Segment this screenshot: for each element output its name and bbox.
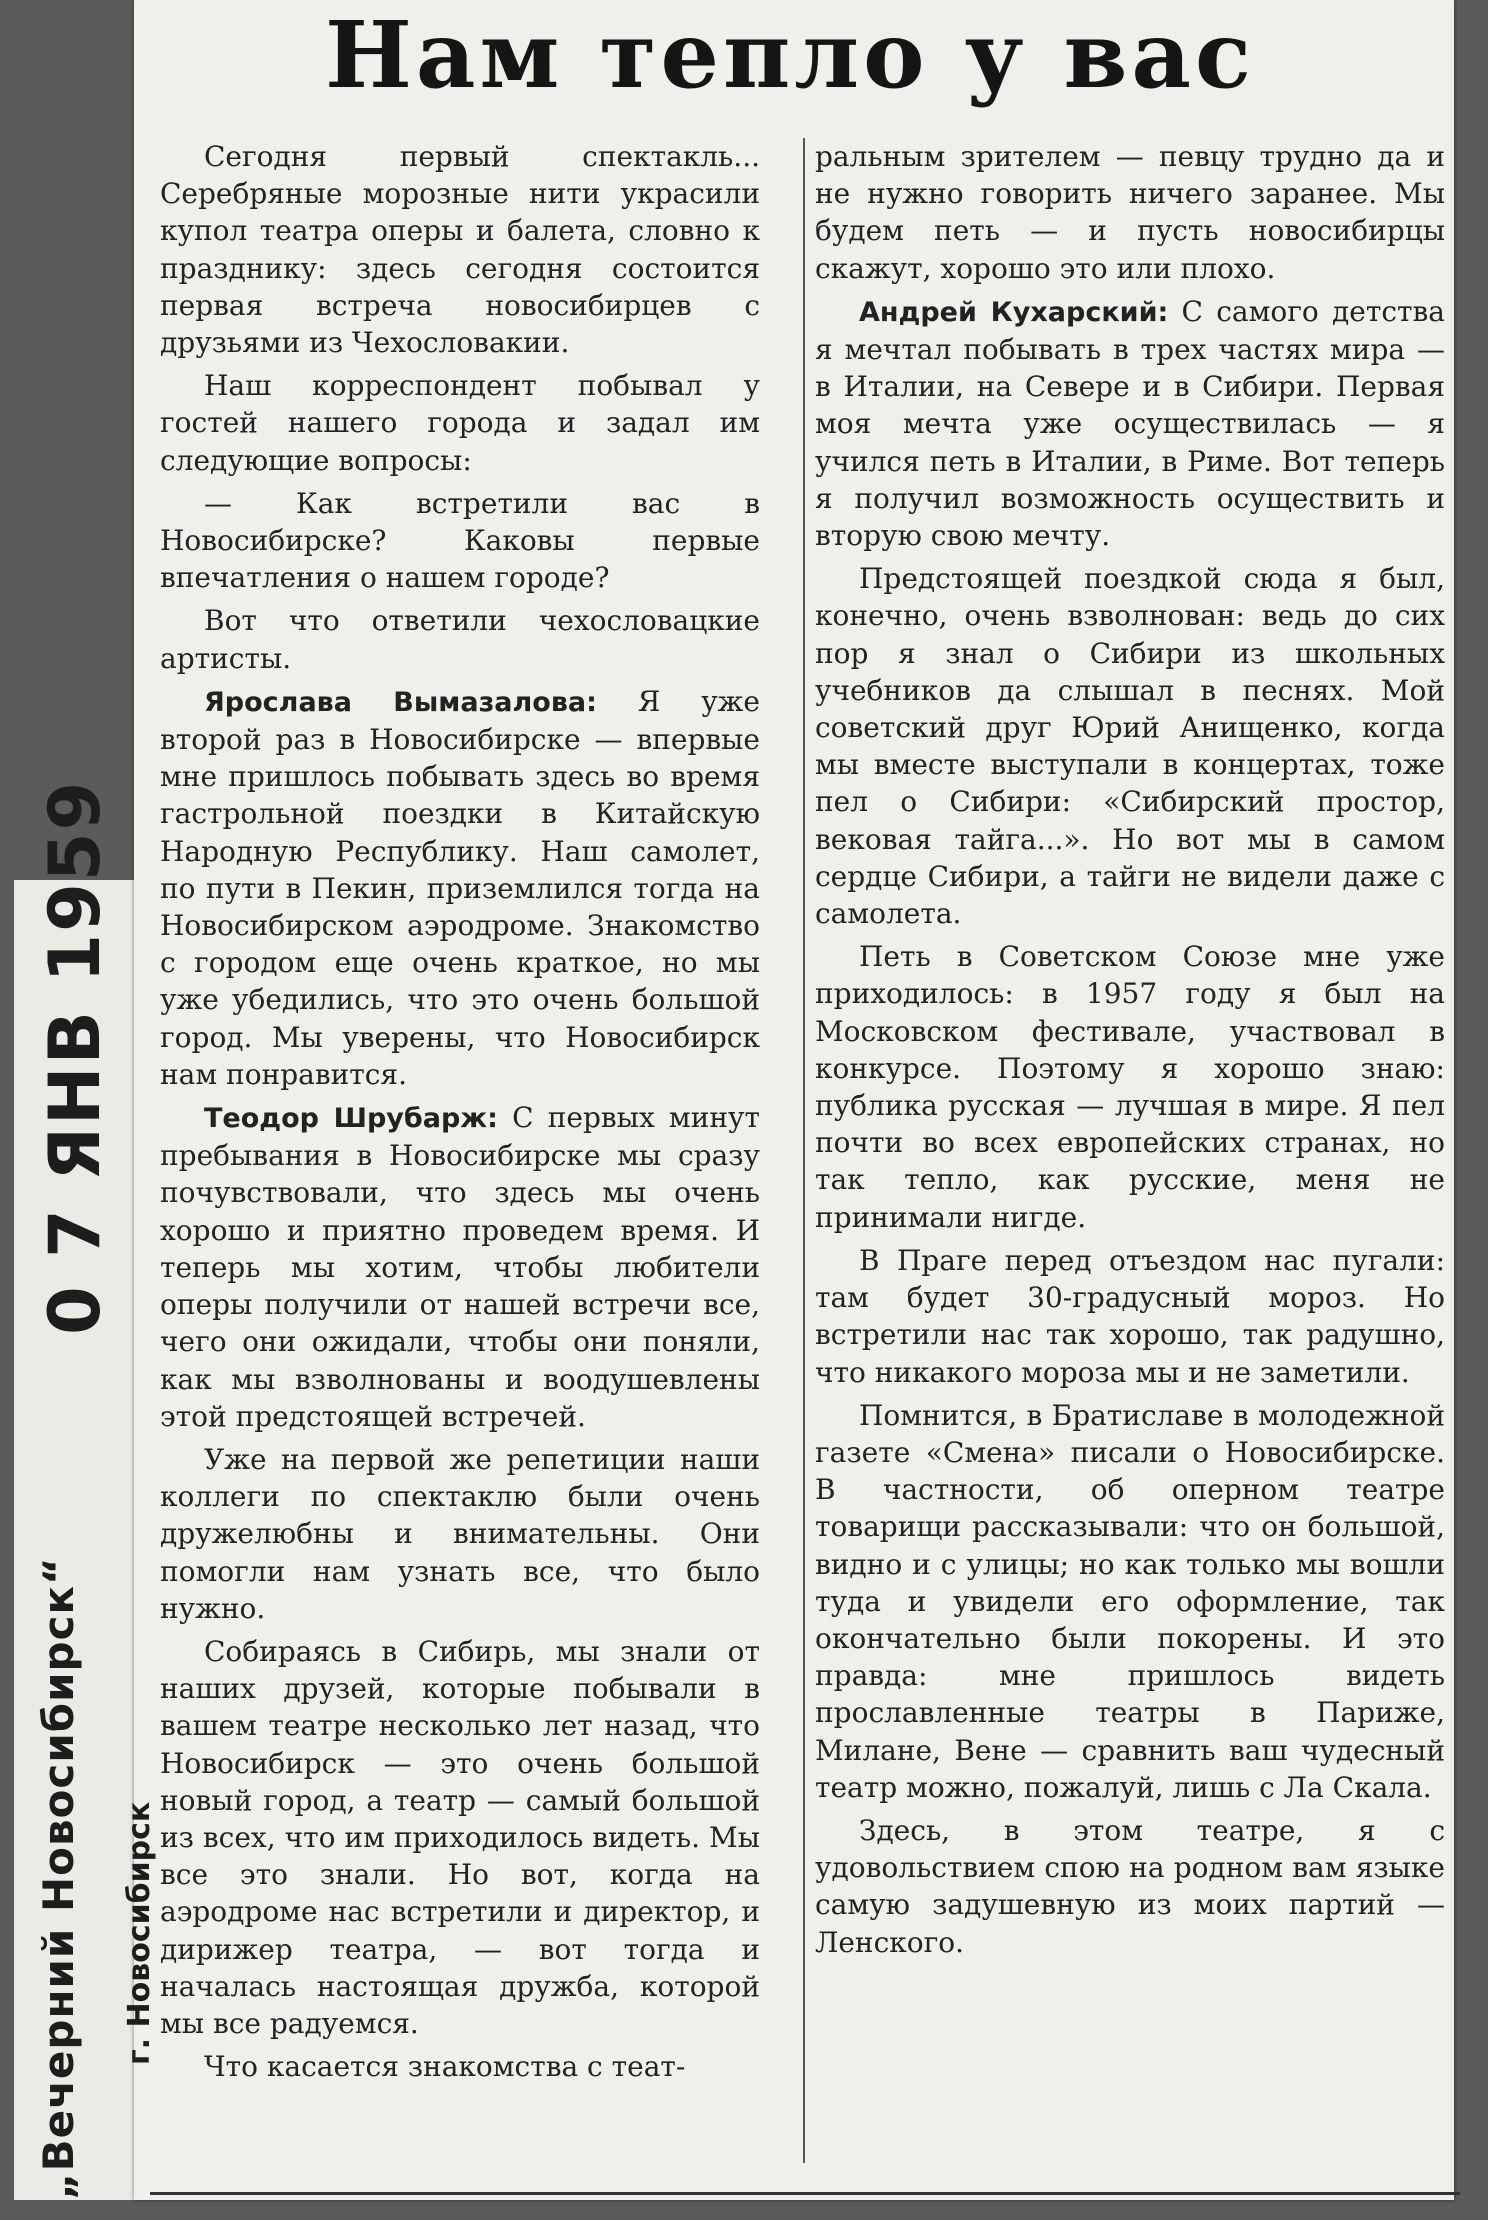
paragraph-text: ральным зрителем — певцу трудно да и не нужно говорить ничего заранее. Мы будем петь — и пусть новосибирцы скажут, хорошо это или плохо. [815, 140, 1445, 285]
right-column [815, 138, 1445, 1967]
paragraph-text: С самого детства я мечтал побывать в трех частях мира — в Италии, на Севере и в Сибири. Первая моя мечта уже осуществилась — я учился петь в Италии, в Риме. Вот теперь я получил возможность осуществить и вторую свою мечту. [815, 294, 1445, 553]
paragraph [160, 367, 760, 479]
paragraph [160, 138, 760, 361]
paragraph [160, 1633, 760, 2042]
paragraph [815, 1397, 1445, 1806]
paragraph [815, 560, 1445, 932]
paragraph-text: Я уже второй раз в Новосибирске — впервые мне пришлось побывать здесь во время гастрольной поездки в Китайскую Народную Республику. Наш самолет, по пути в Пекин, приземлился тогда на Новосибирском аэродроме. Знакомство с городом еще очень краткое, но мы уже убедились, что это очень большой город. Мы уверены, что Новосибирск нам понравится. [160, 684, 760, 1091]
speaker-name: Андрей Кухарский: [859, 296, 1169, 328]
paragraph [815, 138, 1445, 287]
paragraph [160, 2048, 760, 2085]
paragraph-text: Уже на первой же репетиции наши коллеги по спектаклю были очень дружелюбны и внимательны. Они помогли нам узнать все, что было нужно. [160, 1442, 760, 1625]
paragraph-text: — Как встретили вас в Новосибирске? Каковы первые впечатления о нашем городе? [160, 486, 760, 595]
paragraph [815, 1812, 1445, 1961]
paragraph-text: Предстоящей поездкой сюда я был, конечно, очень взволнован: ведь до сих пор я знал о Сибири из школьных учебников да слышал в песнях. Мой советский друг Юрий Анищенко, когда мы вместе выступали в концертах, тоже пел о Сибири: «Сибирский простор, вековая тайга...». Но вот мы в самом сердце Сибири, а тайги не видели даже с самолета. [815, 562, 1445, 931]
paragraph [815, 293, 1445, 554]
paragraph-text: Вот что ответили чехословацкие артисты. [160, 604, 760, 675]
date-stamp: 0 7 ЯНВ 1959 [34, 779, 116, 1335]
paragraph-text: Наш корреспондент побывал у гостей нашего города и задал им следующие вопросы: [160, 369, 760, 477]
bottom-rule [150, 2192, 1460, 2195]
paragraph [160, 1099, 760, 1435]
paragraph [160, 1441, 760, 1627]
paragraph [815, 938, 1445, 1236]
speaker-name: Ярослава Вымазалова: [204, 686, 597, 718]
paragraph-text: Собираясь в Сибирь, мы знали от наших друзей, которые побывали в вашем театре несколько лет назад, что Новосибирск — это очень большой новый город, а театр — самый большой из всех, что им приходилось видеть. Мы все это знали. Но вот, когда на аэродроме нас встретили и директор, и дирижер театра, — вот тогда и началась настоящая дружба, которой мы все радуемся. [160, 1634, 760, 2040]
paragraph [160, 602, 760, 676]
paragraph-text: В Праге перед отъездом нас пугали: там будет 30-градусный мороз. Но встретили нас так хорошо, так радушно, что никакого мороза мы и не заметили. [815, 1243, 1445, 1389]
headline: Нам тепло у вас [324, 1, 1256, 109]
paragraph-text: Сегодня первый спектакль... Серебряные морозные нити украсили купол театра оперы и балета, словно к празднику: здесь сегодня состоится первая встреча новосибирцев с друзьями из Чехословакии. [160, 140, 760, 360]
paragraph-text: С первых минут пребывания в Новосибирске мы сразу почувствовали, что здесь мы очень хорошо и приятно проведем время. И теперь мы хотим, чтобы любители оперы получили от нашей встречи все, чего они ожидали, чтобы они поняли, как мы взволнованы и воодушевлены этой предстоящей встречей. [160, 1101, 760, 1433]
paragraph [160, 683, 760, 1093]
paragraph-text: Петь в Советском Союзе мне уже приходилось: в 1957 году я был на Московском фестивале, участвовал в конкурсе. Поэтому я хорошо знаю: публика русская — лучшая в мире. Я пел почти во всех европейских странах, но так тепло, как русские, меня не принимали нигде. [815, 940, 1445, 1234]
speaker-name: Теодор Шрубарж: [204, 1103, 498, 1135]
paragraph [815, 1242, 1445, 1391]
paragraph [160, 485, 760, 597]
paragraph-text: Помнится, в Братиславе в молодежной газете «Смена» писали о Новосибирске. В частности, об оперном театре товарищи рассказывали: что он большой, видно и с улицы; но как только мы вошли туда и увидели его оформление, так окончательно были покорены. И это правда: мне пришлось видеть прославленные театры в Париже, Милане, Вене — сравнить ваш чудесный театр можно, пожалуй, лишь с Ла Скала. [815, 1398, 1445, 1804]
left-column [160, 138, 760, 2091]
column-divider [803, 138, 805, 2163]
paragraph-text: Что касается знакомства с теат- [204, 2050, 686, 2084]
paragraph-text: Здесь, в этом театре, я с удовольствием спою на родном вам языке самую задушевную из моих партий — Ленского. [815, 1813, 1445, 1959]
city-stamp: г. Новосибирск [122, 1801, 157, 2065]
newspaper-name-stamp: „Вечерний Новосибирск“ [34, 1556, 83, 2200]
